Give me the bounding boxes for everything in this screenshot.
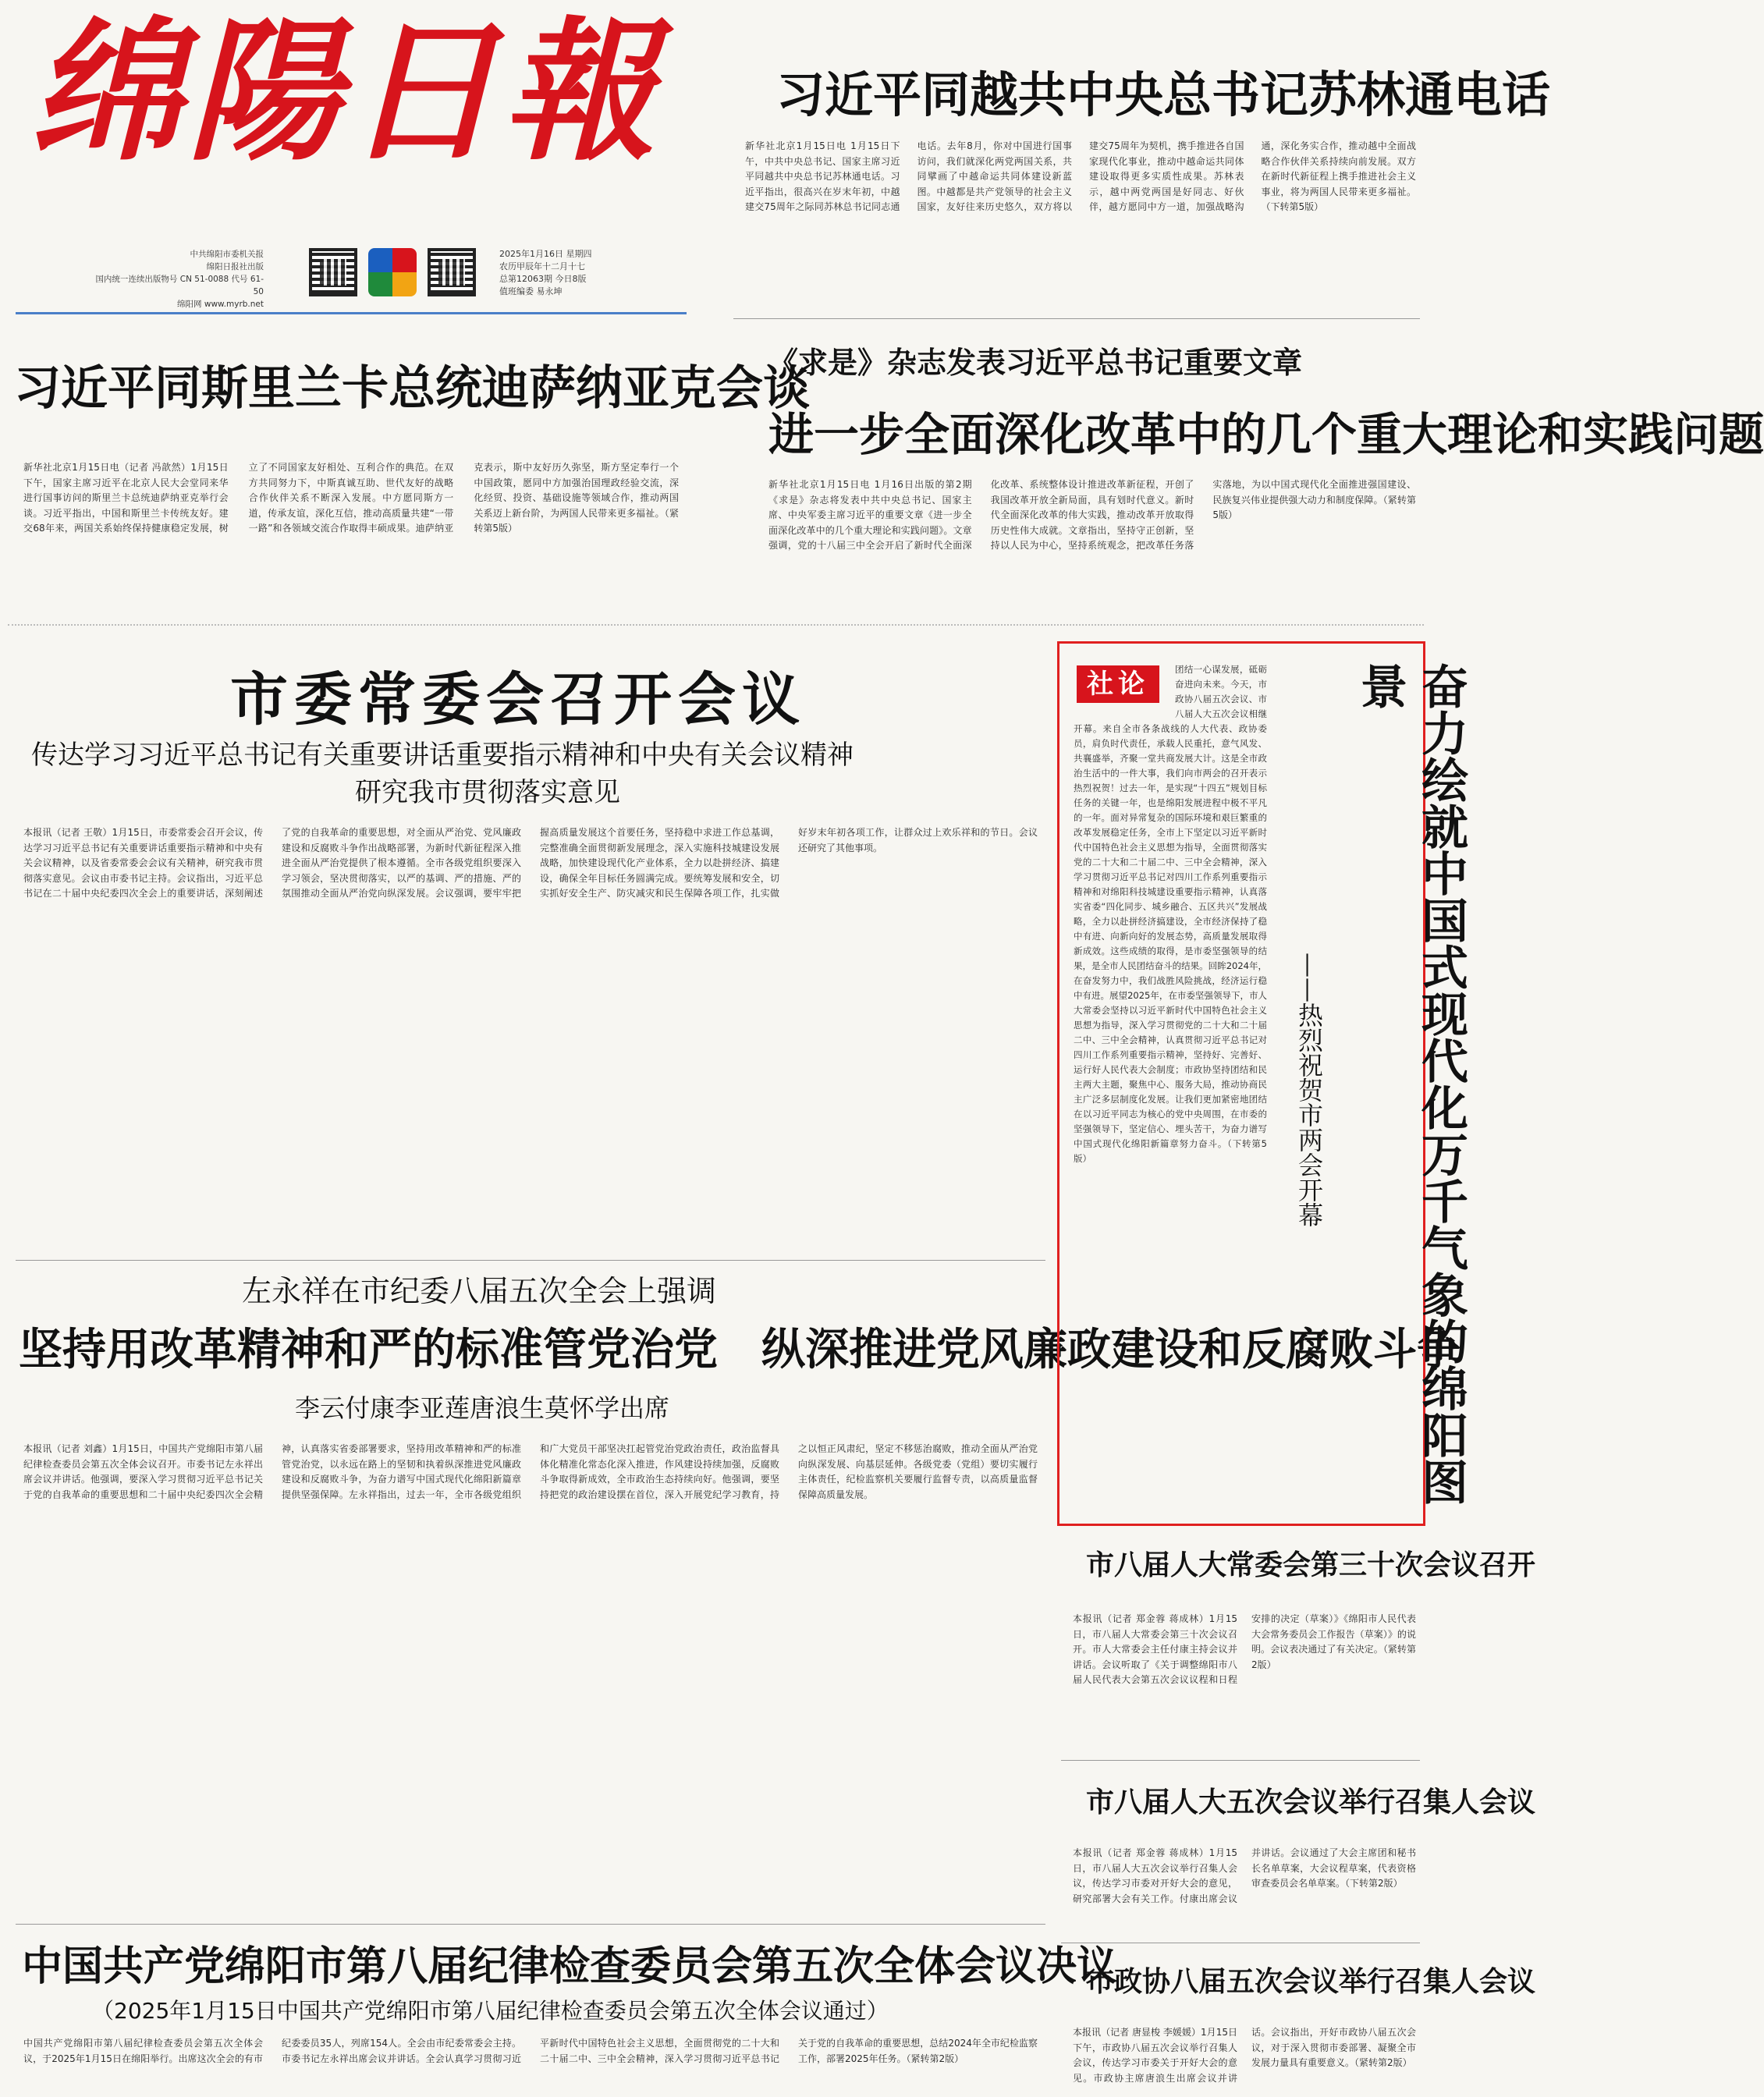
headline-b1: 市八届人大常委会第三十次会议召开 bbox=[1086, 1549, 1536, 1581]
editorial-label: 社论 bbox=[1077, 665, 1159, 703]
article-text: 新华社北京1月15日电 1月16日出版的第2期《求是》杂志将发表中共中央总书记、国家主席、中央军委主席习近平的重要文章《进一步全面深化改革中的几个重大理论和实践问题》。文章强调，党的十八届三中全会开启了新时代全面深化改革、系统整体设计推进改革新征程，开创了我国改革开放全新局面，具有划时代意义。新时代全面深化改革的伟大实践，推动改革开放取得历史性伟大成就。文章指出，坚持守正创新，坚持以人民为中心，坚持系统观念，把改革任务落实落地，为以中国式现代化全面推进强国建设、民族复兴伟业提供强大动力和制度保障。 bbox=[768, 479, 1416, 551]
publisher-line: 绵阳日报社出版 bbox=[206, 262, 264, 271]
article-a3-body bbox=[768, 477, 1416, 615]
editorial-box bbox=[1057, 641, 1468, 1526]
divider bbox=[16, 1924, 1045, 1925]
article-text: 新华社北京1月15日电 1月15日下午，中共中央总书记、国家主席习近平同越共中央总书记苏林通电话。习近平指出，很高兴在岁末年初，中越建交75周年之际同苏林总书记同志通电话。去年8月，你对中国进行国事访问，我们就深化两党两国关系，共同擘画了中越命运共同体建设新蓝图。中越都是共产党领导的社会主义国家，友好往来历史悠久，双方将以建交75周年为契机，携手推进各自国家现代化事业，推动中越命运共同体建设取得更多实质性成果。苏林表示，越中两党两国是好同志、好伙伴，越方愿同中方一道，加强战略沟通，深化务实合作，推动越中全面战略合作伙伴关系持续向前发展。双方在新时代新征程上携手推进社会主义事业，将为两国人民带来更多福祉。 bbox=[745, 140, 1416, 212]
article-text: 本报讯（记者 王敬）1月15日，市委常委会召开会议，传达学习习近平总书记有关重要讲话重要指示精神和中央有关会议精神，以及省委常委会会议有关精神，研究我市贯彻落实意见。会议由市委书记主持。会议指出，习近平总书记在二十届中央纪委四次全会上的重要讲话，深刻阐述了党的自我革命的重要思想，对全面从严治党、党风廉政建设和反腐败斗争作出战略部署，为新时代新征程深入推进全面从严治党提供了根本遵循。全市各级党组织要深入学习领会，坚决贯彻落实，以严的基调、严的措施、严的氛围推动全面从严治党向纵深发展。会议强调，要牢牢把握高质量发展这个首要任务，坚持稳中求进工作总基调，完整准确全面贯彻新发展理念，深入实施科技城建设发展战略，加快建设现代化产业体系，全力以赴拼经济、搞建设，确保全年目标任务圆满完成。要统筹发展和安全，切实抓好安全生产、防灾减灾和民生保障各项工作，扎实做好岁末年初各项工作，让群众过上欢乐祥和的节日。会议还研究了其他事项。 bbox=[23, 827, 1038, 899]
publisher-info bbox=[92, 248, 264, 310]
divider bbox=[16, 1260, 1045, 1261]
label-spacer bbox=[1074, 662, 1175, 717]
date-line: 农历甲辰年十二月十七 bbox=[499, 261, 585, 271]
article-b3-body bbox=[1073, 2025, 1416, 2095]
headline-a5: 坚持用改革精神和严的标准管党治党 纵深推进党风廉政建设和反腐败斗争 bbox=[19, 1325, 1461, 1375]
headline-a2: 习近平同斯里兰卡总统迪萨纳亚克会谈 bbox=[14, 361, 810, 416]
article-a2-body bbox=[23, 460, 679, 613]
article-text: 新华社北京1月15日电（记者 冯歆然）1月15日下午，国家主席习近平在北京人民大会堂同来华进行国事访问的斯里兰卡总统迪萨纳亚克举行会谈。习近平指出，中国和斯里兰卡传统友好。建交68年来，两国关系始终保持健康稳定发展，树立了不同国家友好相处、互利合作的典范。在双方共同努力下，中斯真诚互助、世代友好的战略合作伙伴关系不断深入发展。中方愿同斯方一道，传承友谊，深化互信，推动高质量共建“一带一路”和各领域交流合作取得丰硕成果。迪萨纳亚克表示，斯中友好历久弥坚，斯方坚定奉行一个中国政策，愿同中方加强治国理政经验交流，深化经贸、投资、基础设施等领域合作，推动两国关系迈上新台阶，为两国人民带来更多福祉。 bbox=[23, 462, 679, 534]
divider bbox=[733, 318, 1420, 319]
subhead-a5: 李云付康李亚莲唐浪生莫怀学出席 bbox=[295, 1393, 670, 1423]
qr-code-icon bbox=[309, 248, 357, 296]
kicker-a3: 《求是》杂志发表习近平总书记重要文章 bbox=[768, 346, 1303, 380]
date-info bbox=[499, 248, 616, 298]
jump-note: （紧转第2版） bbox=[906, 2053, 964, 2064]
date-line: 值班编委 易永坤 bbox=[499, 286, 563, 296]
publisher-line: 绵阳网 www.myrb.net bbox=[177, 300, 264, 309]
date-line: 总第12063期 今日8版 bbox=[499, 274, 587, 284]
editorial-title: 奋力绘就中国式现代化万千气象的绵阳图景 bbox=[1353, 662, 1468, 1505]
qr-code-icon bbox=[428, 248, 476, 296]
subhead-a6: （2025年1月15日中国共产党绵阳市第八届纪律检查委员会第五次全体会议通过） bbox=[92, 1998, 889, 2024]
masthead-divider bbox=[16, 312, 687, 314]
headline-b2: 市八届人大五次会议举行召集人会议 bbox=[1086, 1787, 1536, 1818]
subhead-a4: 传达学习习近平总书记有关重要讲话重要指示精神和中央有关会议精神 bbox=[31, 740, 854, 771]
jump-note: （紧转第5版） bbox=[474, 507, 679, 534]
jump-note: （下转第5版） bbox=[1074, 1138, 1267, 1164]
article-a6-body bbox=[23, 2036, 1038, 2095]
headline-a4: 市委常委会召开会议 bbox=[230, 666, 806, 733]
jump-note: （下转第5版） bbox=[1261, 201, 1324, 212]
article-text: 本报讯（记者 刘鑫）1月15日，中国共产党绵阳市第八届纪律检查委员会第五次全体会议召开。市委书记左永祥出席会议并讲话。他强调，要深入学习贯彻习近平总书记关于党的自我革命的重要思想和二十届中央纪委四次全会精神，认真落实省委部署要求，坚持用改革精神和严的标准管党治党，以永远在路上的坚韧和执着纵深推进党风廉政建设和反腐败斗争，为奋力谱写中国式现代化绵阳新篇章提供坚强保障。左永祥指出，过去一年，全市各级党组织和广大党员干部坚决扛起管党治党政治责任，政治监督具体化精准化常态化深入推进，作风建设持续加强，反腐败斗争取得新成效，全市政治生态持续向好。他强调，要坚持把党的政治建设摆在首位，深入开展党纪学习教育，持之以恒正风肃纪，坚定不移惩治腐败，推动全面从严治党向纵深发展、向基层延伸。各级党委（党组）要切实履行主体责任，纪检监察机关要履行监督专责，以高质量监督保障高质量发展。 bbox=[23, 1443, 1038, 1500]
article-text: 团结一心谋发展，砥砺奋进向未来。今天，市政协八届五次会议、市八届人大五次会议相继开幕。来自全市各条战线的人大代表、政协委员，肩负时代责任，承载人民重托，意气风发、共襄盛举，齐聚一堂共商发展大计。这是全市政治生活中的一件大事，我们向市两会的召开表示热烈祝贺！过去一年，是实现“十四五”规划目标任务的关键一年，也是绵阳发展进程中极不平凡的一年。面对异常复杂的国际环境和艰巨繁重的改革发展稳定任务，全市上下坚定以习近平新时代中国特色社会主义思想为指导，全面贯彻落实党的二十大和二十届二中、三中全会精神，深入学习贯彻习近平总书记对四川工作系列重要指示精神和对绵阳科技城建设重要指示精神，认真落实省委“四化同步、城乡融合、五区共兴”发展战略，全力以赴拼经济搞建设，全市经济保持了稳中有进、向新向好的发展态势，高质量发展取得新成效。这些成绩的取得，是市委坚强领导的结果，是全市人民团结奋斗的结果。回眸2024年，在奋发努力中，我们战胜风险挑战，经济运行稳中有进。展望2025年，在市委坚强领导下，市人大常委会坚持以习近平新时代中国特色社会主义思想为指导，深入学习贯彻党的二十大和二十届二中、三中全会精神，认真贯彻习近平总书记对四川工作系列重要指示精神，坚持好、完善好、运行好人民代表大会制度；市政协坚持团结和民主两大主题，聚焦中心、服务大局，推动协商民主广泛多层制度化发展。让我们更加紧密地团结在以习近平同志为核心的党中央周围，在市委的坚强领导下，坚定信心、埋头苦干，为奋力谱写中国式现代化绵阳新篇章努力奋斗。 bbox=[1074, 664, 1267, 1149]
app-logo-icon bbox=[368, 248, 417, 296]
jump-note: （紧转第2版） bbox=[1354, 2057, 1412, 2068]
editorial-subtitle: ——热烈祝贺市两会开幕 bbox=[1294, 953, 1324, 1227]
article-text: 中国共产党绵阳市第八届纪律检查委员会第五次全体会议，于2025年1月15日在绵阳举行。出席这次全会的有市纪委委员35人，列席154人。全会由市纪委常委会主持。市委书记左永祥出席会议并讲话。全会认真学习贯彻习近平新时代中国特色社会主义思想，全面贯彻党的二十大和二十届二中、三中全会精神，深入学习贯彻习近平总书记关于党的自我革命的重要思想，总结2024年全市纪检监察工作，部署2025年任务。 bbox=[23, 2038, 1038, 2064]
headline-a1: 习近平同越共中央总书记苏林通电话 bbox=[776, 66, 1551, 123]
jump-note: （下转第2版） bbox=[1345, 1878, 1403, 1889]
article-b2-body bbox=[1073, 1846, 1416, 1933]
headline-b3: 市政协八届五次会议举行召集人会议 bbox=[1086, 1966, 1536, 1998]
article-text: 本报讯（记者 唐显梭 李媛媛）1月15日下午，市政协八届五次会议举行召集人会议，传达学习市委关于开好大会的意见。市政协主席唐浪生出席会议并讲话。会议指出，开好市政协八届五次会议，对于深入贯彻市委部署、凝聚全市发展力量具有重要意义。 bbox=[1073, 2027, 1416, 2084]
subhead-a4: 研究我市贯彻落实意见 bbox=[355, 777, 620, 808]
article-a5-body bbox=[23, 1442, 1038, 1919]
editorial-body bbox=[1074, 662, 1267, 1513]
kicker-a5: 左永祥在市纪委八届五次全会上强调 bbox=[242, 1274, 717, 1308]
newspaper-logo: 绵陽日報 bbox=[30, 2, 661, 182]
divider bbox=[1061, 1760, 1420, 1761]
article-b1-body bbox=[1073, 1612, 1416, 1746]
jump-note: （紧转第2版） bbox=[1251, 1644, 1416, 1670]
article-text: 本报讯（记者 郑金蓉 蒋成林）1月15日，市八届人大常委会第三十次会议召开。市人大常委会主任付康主持会议并讲话。会议听取了《关于调整绵阳市八届人民代表大会第五次会议议程和日程安排的决定（草案）》《绵阳市人民代表大会常务委员会工作报告（草案）》的说明。会议表决通过了有关决定。 bbox=[1073, 1613, 1416, 1685]
article-text: 本报讯（记者 郑金蓉 蒋成林）1月15日，市八届人大五次会议举行召集人会议，传达学习市委对开好大会的意见，研究部署大会有关工作。付康出席会议并讲话。会议通过了大会主席团和秘书长名单草案，大会议程草案，代表资格审查委员会名单草案。 bbox=[1073, 1847, 1416, 1904]
article-a1-body bbox=[745, 139, 1416, 303]
article-a4-body bbox=[23, 825, 1038, 1253]
publisher-line: 国内统一连续出版物号 CN 51-0088 代号 61-50 bbox=[95, 275, 264, 296]
headline-a3: 进一步全面深化改革中的几个重大理论和实践问题 bbox=[768, 408, 1764, 461]
headline-a6: 中国共产党绵阳市第八届纪律检查委员会第五次全体会议决议 bbox=[22, 1943, 1118, 1990]
jump-note: （紧转第5版） bbox=[1212, 494, 1416, 520]
divider bbox=[8, 624, 1424, 626]
publisher-line: 中共绵阳市委机关报 bbox=[190, 250, 264, 259]
masthead bbox=[30, 2, 716, 182]
date-line: 2025年1月16日 星期四 bbox=[499, 249, 592, 259]
